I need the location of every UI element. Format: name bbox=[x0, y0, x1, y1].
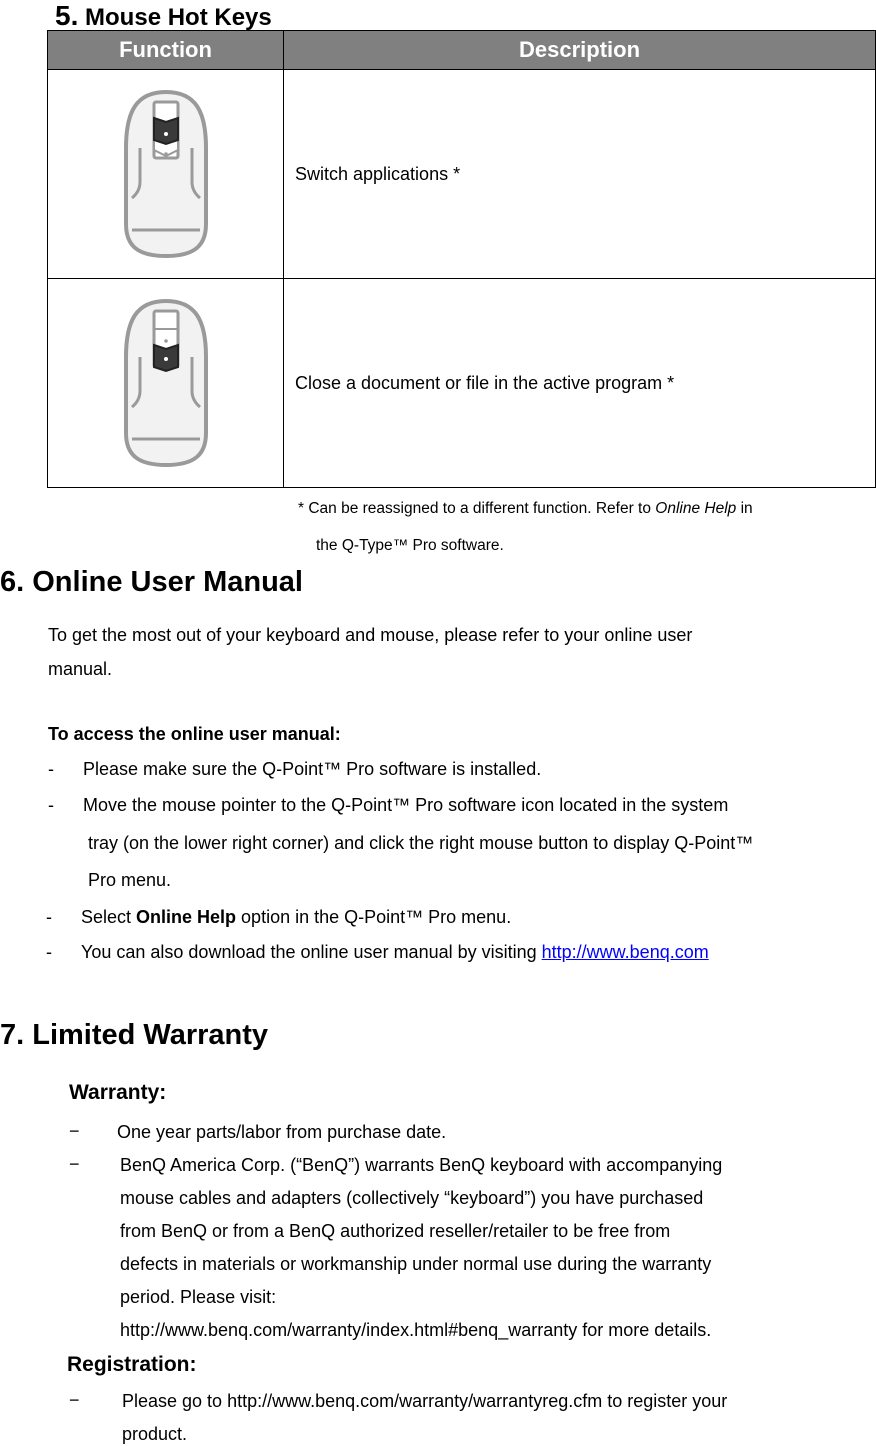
footnote-line-2: the Q-Type™ Pro software. bbox=[316, 537, 504, 554]
registration-item-line: Please go to http://www.benq.com/warranty/warrantyreg.cfm to register your bbox=[122, 1391, 728, 1411]
table-header-row bbox=[48, 31, 876, 70]
section-5-title-text: Mouse Hot Keys bbox=[85, 4, 272, 31]
footnote-line-1 bbox=[298, 500, 753, 518]
list-item-3-text: Select bbox=[81, 907, 137, 927]
mouse-side-button-lower-icon bbox=[118, 297, 214, 469]
access-heading: To access the online user manual: bbox=[48, 724, 341, 744]
warranty-heading: Warranty: bbox=[69, 1081, 167, 1104]
function-cell bbox=[48, 279, 284, 488]
warranty-item-2-line: http://www.benq.com/warranty/index.html#benq_warranty for more details. bbox=[120, 1320, 712, 1340]
footnote-text: * Can be reassigned to a different function. Refer to bbox=[298, 500, 656, 517]
list-item-4-text: You can also download the online user manual by visiting bbox=[81, 942, 542, 962]
list-bullet: - bbox=[48, 795, 54, 815]
warranty-item-2-line: defects in materials or workmanship under normal use during the warranty bbox=[120, 1254, 712, 1274]
dash-bullet: − bbox=[69, 1390, 80, 1410]
function-cell bbox=[48, 70, 284, 279]
warranty-item-2-line: from BenQ or from a BenQ authorized reseller/retailer to be free from bbox=[120, 1221, 671, 1241]
list-item-1: Please make sure the Q-Point™ Pro software is installed. bbox=[83, 759, 542, 779]
description-cell: Switch applications * bbox=[284, 70, 876, 279]
warranty-item-1: One year parts/labor from purchase date. bbox=[117, 1122, 447, 1142]
section-6-heading: 6. Online User Manual bbox=[0, 566, 303, 598]
registration-item-line: product. bbox=[122, 1424, 188, 1444]
intro-line-1: To get the most out of your keyboard and mouse, please refer to your online user bbox=[48, 625, 693, 645]
list-item-3-text: option in the Q-Point™ Pro menu. bbox=[236, 907, 512, 927]
list-item-4 bbox=[81, 942, 709, 963]
dash-bullet: − bbox=[69, 1121, 80, 1141]
warranty-item-2-line: BenQ America Corp. (“BenQ”) warrants BenQ keyboard with accompanying bbox=[120, 1155, 723, 1175]
list-item-2-line-3: Pro menu. bbox=[88, 870, 172, 890]
list-item-3 bbox=[81, 907, 511, 928]
footnote-emphasis: Online Help bbox=[655, 500, 737, 517]
list-bullet: - bbox=[46, 942, 52, 962]
header-function: Function bbox=[48, 31, 284, 70]
footnote-text: in bbox=[736, 500, 753, 517]
list-bullet: - bbox=[46, 907, 52, 927]
section-5-number: 5. bbox=[55, 0, 79, 31]
warranty-item-2-line: mouse cables and adapters (collectively “keyboard”) you have purchased bbox=[120, 1188, 704, 1208]
online-help-label: Online Help bbox=[136, 907, 237, 927]
benq-website-link[interactable]: http://www.benq.com bbox=[541, 942, 709, 962]
table-row bbox=[48, 70, 876, 279]
list-bullet: - bbox=[48, 759, 54, 779]
header-description: Description bbox=[284, 31, 876, 70]
section-5-title bbox=[55, 0, 272, 32]
registration-heading: Registration: bbox=[67, 1353, 197, 1376]
dash-bullet: − bbox=[69, 1154, 80, 1174]
list-item-2-line-2: tray (on the lower right corner) and click the right mouse button to display Q-Point™ bbox=[88, 833, 754, 853]
list-item-2-line-1: Move the mouse pointer to the Q-Point™ Pro software icon located in the system bbox=[83, 795, 729, 815]
intro-line-2: manual. bbox=[48, 659, 113, 679]
table-row bbox=[48, 279, 876, 488]
mouse-hot-keys-table bbox=[47, 30, 876, 488]
section-7-heading: 7. Limited Warranty bbox=[0, 1019, 269, 1051]
warranty-item-2-line: period. Please visit: bbox=[120, 1287, 277, 1307]
description-cell: Close a document or file in the active program * bbox=[284, 279, 876, 488]
mouse-side-button-upper-icon bbox=[118, 88, 214, 260]
